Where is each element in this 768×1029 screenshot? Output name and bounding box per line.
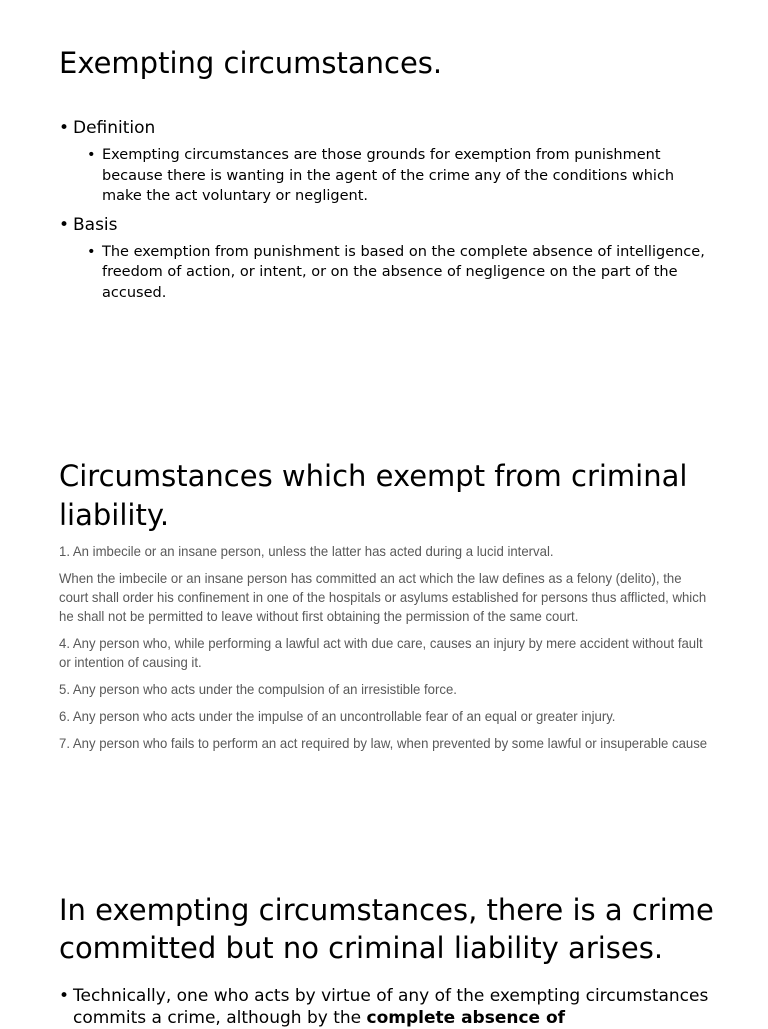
list-item: When the imbecile or an insane person has committed an act which the law defines as a felony (delito), the court shall order his confinement in one of the hospitals or asylums established for persons thus afflicted, which he shall not be permitted to leave without first obtaining the permission of the same court. — [59, 570, 707, 624]
definition-label: Definition — [73, 118, 156, 138]
slide-exempting-circumstances — [0, 0, 768, 340]
bullet-basis — [59, 215, 718, 236]
list-item: 7. Any person who fails to perform an act required by law, when prevented by some lawful or insuperable cause — [59, 735, 708, 751]
technically-bold: complete absence of — [366, 1008, 566, 1028]
list-item: 1. An imbecile or an insane person, unless the latter has acted during a lucid interval. — [59, 543, 554, 559]
slide2-title: Circumstances which exempt from criminal liability. — [59, 459, 688, 532]
definition-text — [87, 145, 718, 207]
basis-body: The exemption from punishment is based on the complete absence of intelligence, freedom of action, or intent, or on the absence of negligence on the part of the accused. — [102, 243, 705, 301]
slide1-title: Exempting circumstances. — [59, 46, 443, 80]
basis-text — [87, 242, 718, 304]
slide1-bullets — [59, 118, 718, 303]
list-item: 4. Any person who, while performing a lawful act with due care, causes an injury by mere accident without fault or intention of causing it. — [59, 635, 703, 670]
list-item: 5. Any person who acts under the compulsion of an irresistible force. — [59, 681, 457, 697]
technically-text: Technically, one who acts by virtue of any of the exempting circumstances commits a crime, although by the — [73, 986, 709, 1028]
bullet-technically — [59, 985, 728, 1029]
bullet-definition — [59, 118, 718, 139]
basis-label: Basis — [73, 214, 118, 235]
slide3-title: In exempting circumstances, there is a crime committed but no criminal liability arises. — [59, 893, 714, 965]
slide2-paragraphs — [59, 542, 716, 761]
slide3-bullets — [59, 985, 728, 1029]
list-item: 6. Any person who acts under the impulse of an uncontrollable fear of an equal or greater injury. — [59, 708, 616, 724]
definition-body: Exempting circumstances are those grounds for exemption from punishment because there is wanting in the agent of the crime any of the conditions which make the act voluntary or negligent. — [102, 147, 675, 204]
